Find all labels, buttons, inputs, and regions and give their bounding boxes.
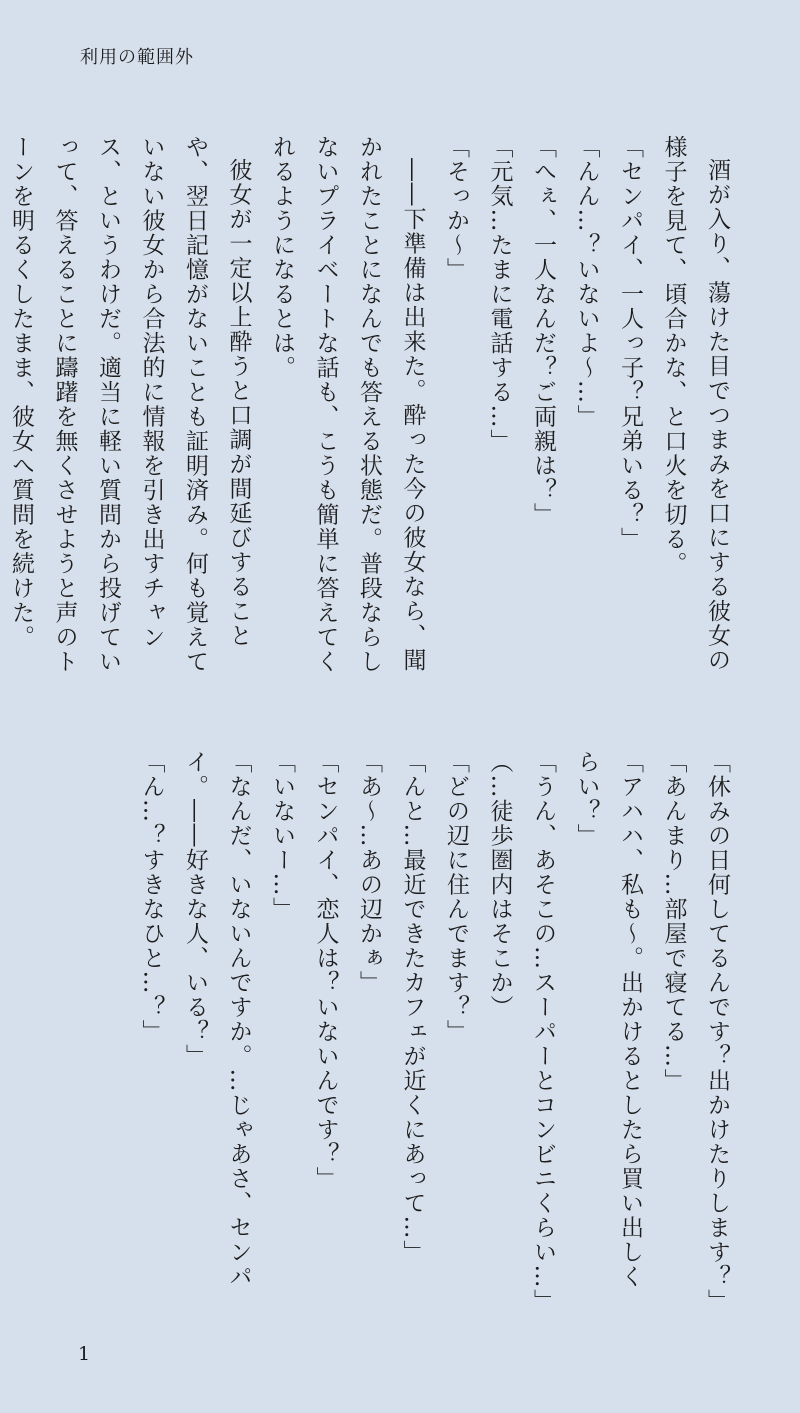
dialogue-line: 「センパイ、一人っ子？兄弟いる？」 (617, 135, 643, 552)
dialogue-line: 「んん…？いないよ〜…」 (573, 135, 600, 429)
dialogue-line: 「なんだ、いないんですか。…じゃあさ、センパイ。――好きな人、いる？」 (182, 750, 252, 1289)
text-block-bottom (129, 750, 738, 1314)
running-header-title: 利用の範囲外 (80, 47, 194, 68)
dialogue-line: 「どの辺に住んでます？」 (443, 750, 469, 1044)
dialogue-line: 「センパイ、恋人は？いないんです？」 (312, 750, 339, 1191)
dialogue-line: 「あんまり…部屋で寝てる…」 (660, 750, 687, 1093)
inner-thought-line: （…徒歩圏内はそこか） (486, 750, 513, 1020)
paragraph: 酒が入り、蕩けた目でつまみを口にする彼女の様子を見て、頃合かな、と口火を切る。 (660, 135, 730, 673)
paragraph: 彼女が一定以上酔うと口調が間延びすることや、翌日記憶がないことも証明済み。何も覚えていない彼女から合法的に情報を引き出すチャンス、というわけだ。適当に軽い質問から投げていって、答えることに躊躇を無くさせようと声のトーンを明るくしたまま、彼女へ質問を続けた。 (8, 135, 252, 674)
dialogue-line: 「んと…最近できたカフェが近くにあって…」 (399, 750, 426, 1265)
dialogue-line: 「へぇ、一人なんだ？ご両親は？」 (530, 135, 556, 527)
page-number: 1 (78, 1343, 91, 1365)
text-block-top (0, 135, 738, 695)
dialogue-line: 「そっか〜」 (443, 135, 469, 282)
dialogue-line: 「アハハ、私も〜。出かけるとしたら買い出しくらい？」 (573, 750, 643, 1289)
dialogue-line: 「うん、あそこの…スーパーとコンビニくらい…」 (530, 750, 556, 1314)
dialogue-line: 「ん…？すきなひと…？」 (138, 750, 165, 1044)
dialogue-line: 「あ〜…あの辺かぁ」 (356, 750, 382, 995)
dialogue-line: 「元気…たまに電話する…」 (486, 135, 513, 454)
dialogue-line: 「いないー…」 (269, 750, 295, 922)
dialogue-line: 「休みの日何してるんです？出かけたりします？」 (704, 750, 730, 1314)
paragraph: ――下準備は出来た。酔った今の彼女なら、聞かれたことになんでも答える状態だ。普段ならしないプライベートな話も、こうも簡単に答えてくれるようになるとは。 (269, 135, 426, 674)
